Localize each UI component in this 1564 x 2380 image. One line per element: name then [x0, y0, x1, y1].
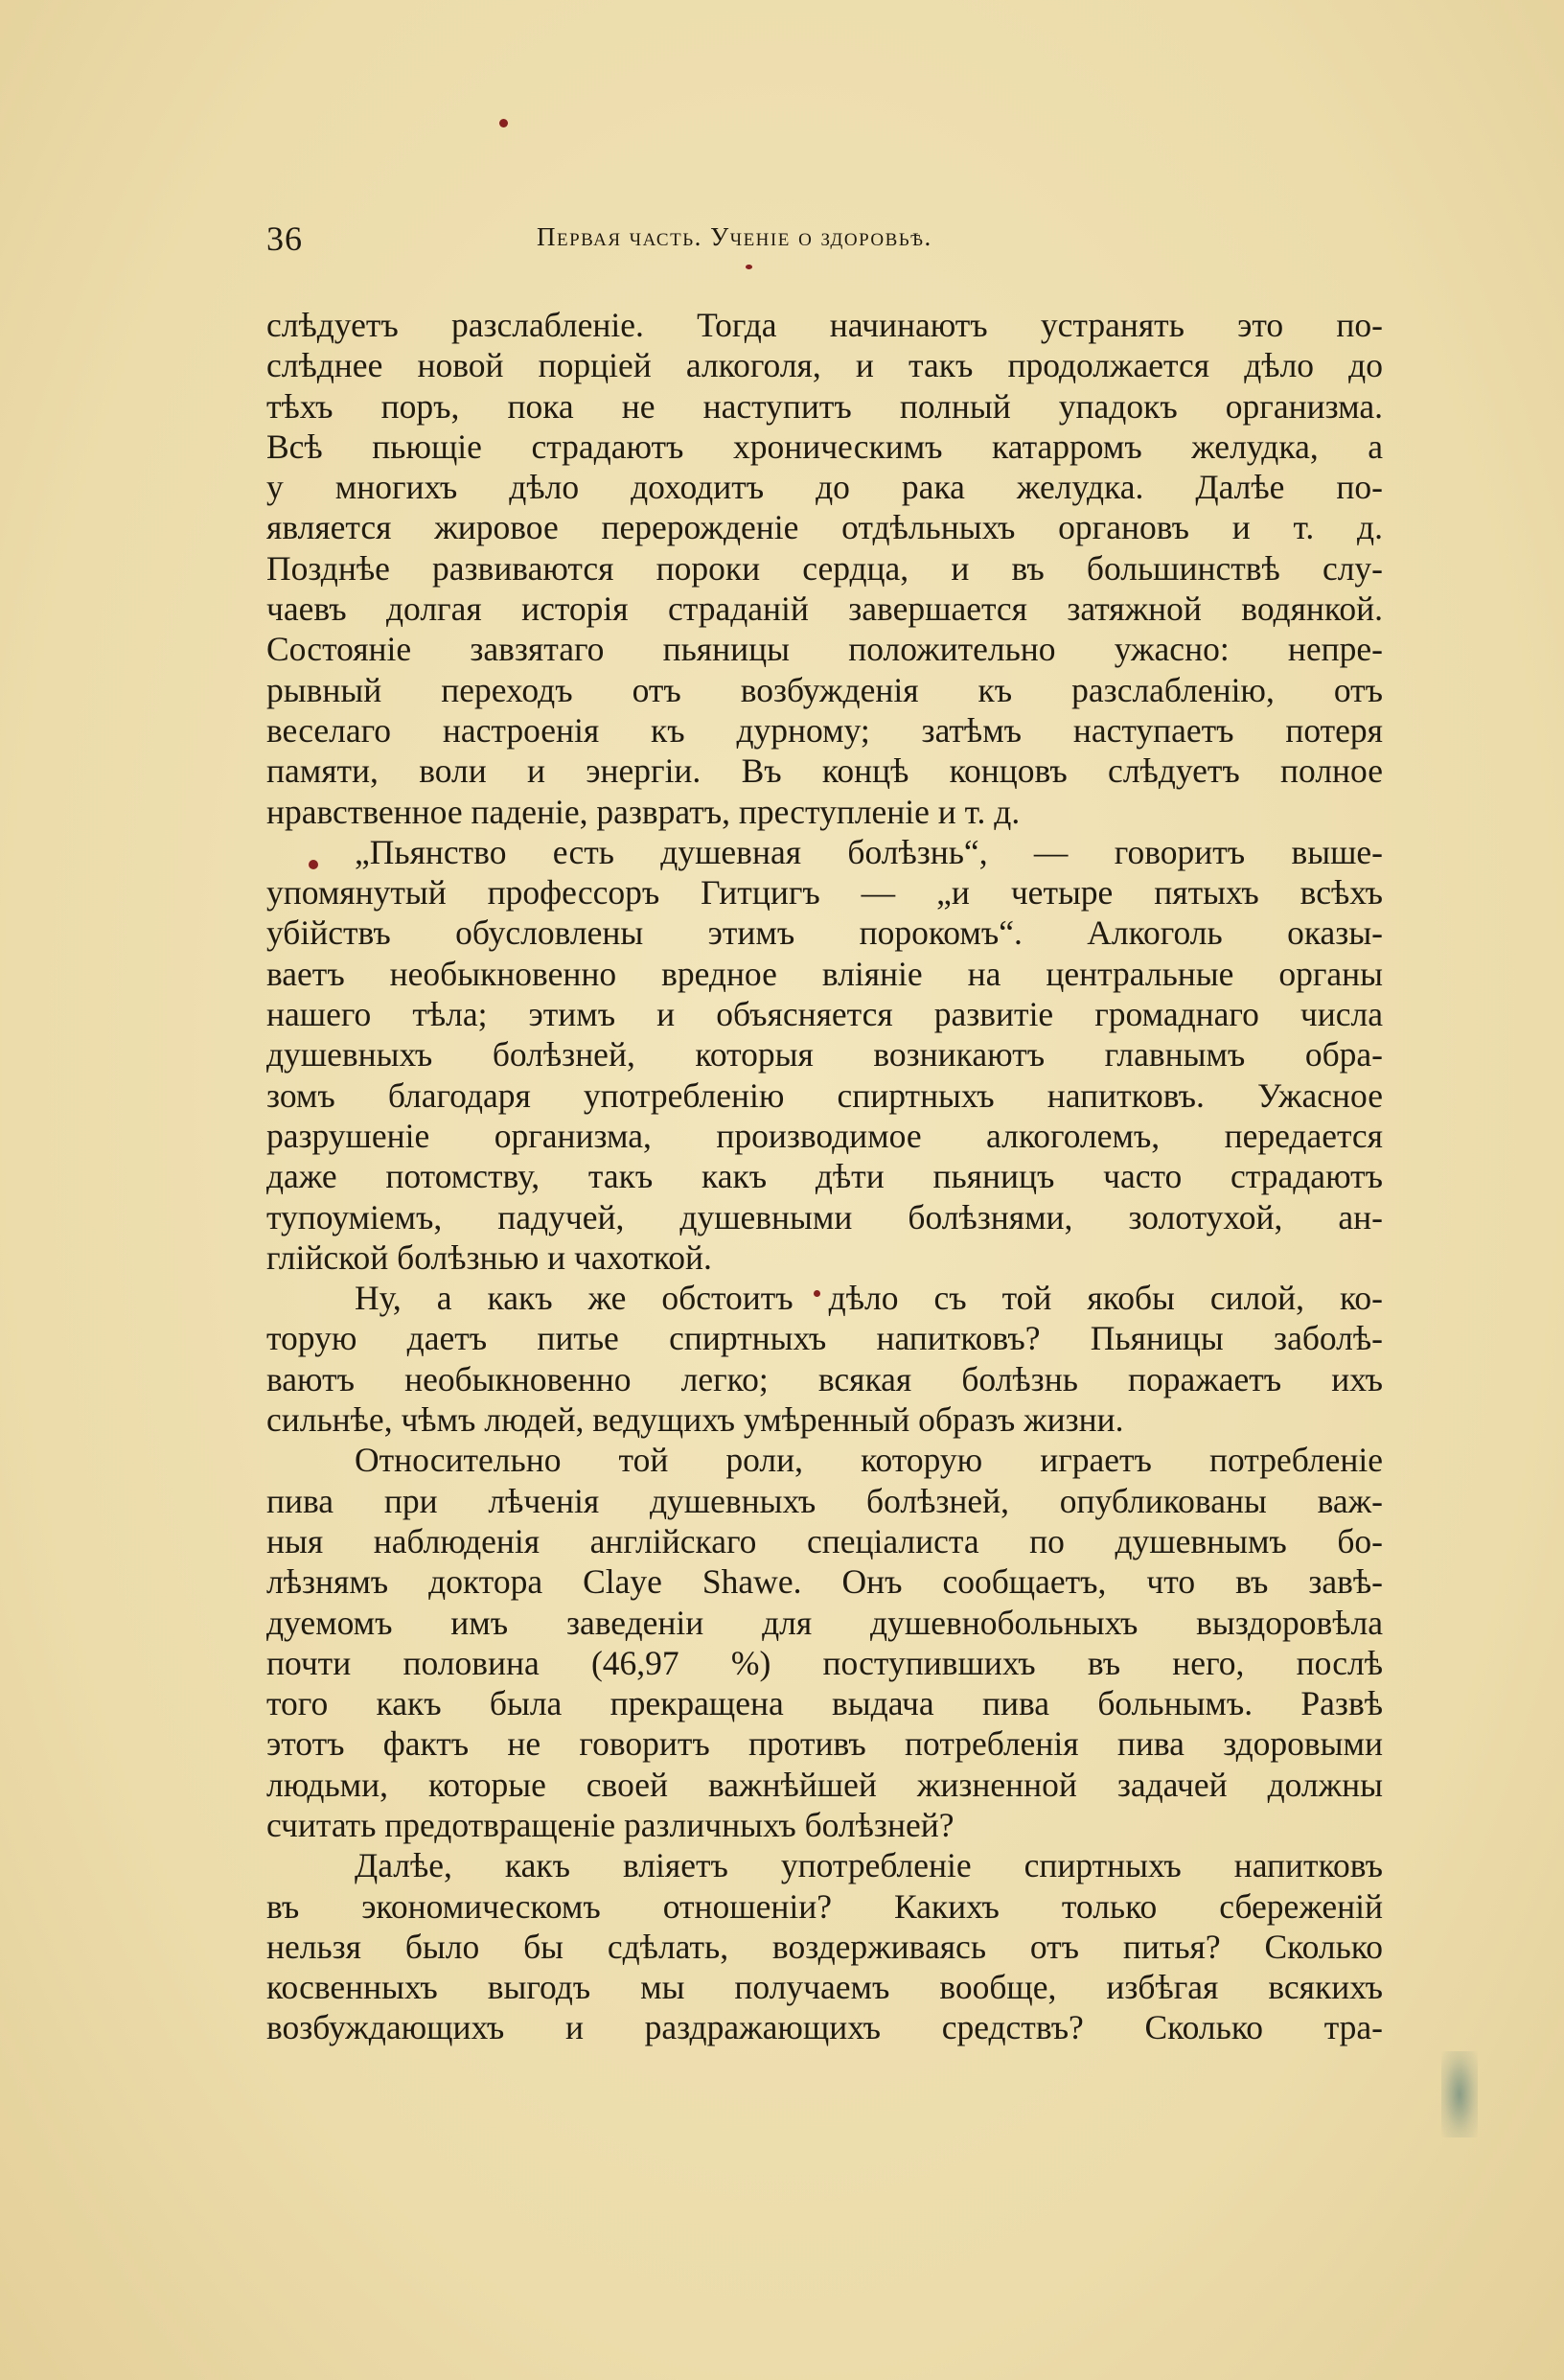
- text-line: Далѣе, какъ вліяетъ употребленіе спиртныхъ напитковъ: [355, 1846, 1383, 1885]
- ink-spot-top: [499, 119, 508, 127]
- text-line: душевныхъ болѣзней, которыя возникаютъ главнымъ обра-: [266, 1035, 1383, 1074]
- paragraph-4: [266, 1440, 1383, 1845]
- text-line: почти половина (46,97 %) поступившихъ въ него, послѣ: [266, 1643, 1383, 1682]
- text-line: пива при лѣченія душевныхъ болѣзней, опубликованы важ-: [266, 1481, 1383, 1520]
- text-line: памяти, воли и энергіи. Въ концѣ концовъ слѣдуетъ полное: [266, 751, 1383, 791]
- text-line: считать предотвращеніе различныхъ болѣзней?: [266, 1805, 954, 1844]
- text-line: Относительно той роли, которую играетъ потребленіе: [355, 1441, 1383, 1480]
- text-line: людьми, которые своей важнѣйшей жизненной задачей должны: [266, 1765, 1383, 1804]
- text-line: „Пьянство есть душевная болѣзнь“, — говоритъ выше-: [355, 832, 1383, 871]
- text-line: рывный переходъ отъ возбужденія къ разслабленію, отъ: [266, 670, 1383, 709]
- text-line: Состояніе завзятаго пьяницы положительно ужасно: непре-: [266, 630, 1383, 669]
- body-text: [266, 305, 1383, 2048]
- text-line: тупоуміемъ, падучей, душевными болѣзнями, золотухой, ан-: [266, 1197, 1383, 1236]
- text-line: зомъ благодаря употребленію спиртныхъ напитковъ. Ужасное: [266, 1075, 1383, 1115]
- text-line: ваетъ необыкновенно вредное вліяніе на центральные органы: [266, 954, 1383, 993]
- running-head: Первая часть. Ученіе о здоровьѣ.: [537, 222, 932, 251]
- text-line: является жировое перерожденіе отдѣльныхъ органовъ и т. д.: [266, 508, 1383, 547]
- text-line: убійствъ обусловлены этимъ порокомъ“. Алкоголь оказы-: [266, 913, 1383, 953]
- text-line: упомянутый профессоръ Гитцигъ — „и четыре пятыхъ всѣхъ: [266, 873, 1383, 913]
- text-line: нельзя было бы сдѣлать, воздерживаясь отъ питья? Сколько: [266, 1927, 1383, 1966]
- text-line: чаевъ долгая исторія страданій завершается затяжной водянкой.: [266, 589, 1383, 629]
- text-line: торую даетъ питье спиртныхъ напитковъ? Пьяницы заболѣ-: [266, 1319, 1383, 1358]
- page-number: 36: [266, 220, 303, 258]
- stain-mark: [1441, 2051, 1478, 2137]
- paragraph-1: [266, 305, 1383, 832]
- text-line: этотъ фактъ не говоритъ противъ потребленія пива здоровыми: [266, 1724, 1383, 1764]
- text-line: нравственное паденіе, развратъ, преступленіе и т. д.: [266, 792, 1021, 831]
- text-line: нашего тѣла; этимъ и объясняется развитіе громаднаго числа: [266, 995, 1383, 1034]
- paragraph-3: [266, 1278, 1383, 1440]
- text-line: лѣзнямъ доктора Claye Shawe. Онъ сообщаетъ, что въ завѣ-: [266, 1562, 1383, 1602]
- page-header: [266, 219, 1397, 266]
- paragraph-2: [266, 832, 1383, 1278]
- text-line: даже потомству, такъ какъ дѣти пьяницъ часто страдаютъ: [266, 1157, 1383, 1196]
- text-line: разрушеніе организма, производимое алкоголемъ, передается: [266, 1116, 1383, 1155]
- text-line: у многихъ дѣло доходитъ до рака желудка. Далѣе по-: [266, 468, 1383, 507]
- text-line: веселаго настроенія къ дурному; затѣмъ наступаетъ потеря: [266, 710, 1383, 750]
- text-line: дуемомъ имъ заведеніи для душевнобольныхъ выздоровѣла: [266, 1603, 1383, 1642]
- text-line: ныя наблюденія англійскаго спеціалиста по душевнымъ бо-: [266, 1521, 1383, 1560]
- text-line: ваютъ необыкновенно легко; всякая болѣзнь поражаетъ ихъ: [266, 1359, 1383, 1398]
- text-line: косвенныхъ выгодъ мы получаемъ вообще, избѣгая всякихъ: [266, 1968, 1383, 2007]
- text-line: возбуждающихъ и раздражающихъ средствъ? Сколько тра-: [266, 2008, 1383, 2047]
- text-line: сильнѣе, чѣмъ людей, ведущихъ умѣренный образъ жизни.: [266, 1400, 1124, 1440]
- text-line: слѣдуетъ разслабленіе. Тогда начинаютъ устранять это по-: [266, 306, 1383, 344]
- text-line: Позднѣе развиваются пороки сердца, и въ большинствѣ слу-: [266, 548, 1383, 588]
- text-line: глійской болѣзнью и чахоткой.: [266, 1237, 712, 1277]
- text-line: тѣхъ поръ, пока не наступитъ полный упадокъ организма.: [266, 386, 1383, 426]
- paragraph-5: [266, 1845, 1383, 2047]
- text-line: того какъ была прекращена выдача пива больнымъ. Развѣ: [266, 1684, 1383, 1723]
- text-line: Всѣ пьющіе страдаютъ хроническимъ катарромъ желудка, а: [266, 427, 1383, 466]
- text-line: слѣднее новой порціей алкоголя, и такъ продолжается дѣло до: [266, 346, 1383, 385]
- text-line: въ экономическомъ отношеніи? Какихъ только сбереженій: [266, 1886, 1383, 1926]
- text-line: Ну, а какъ же обстоитъ дѣло съ той якобы силой, ко-: [355, 1279, 1383, 1318]
